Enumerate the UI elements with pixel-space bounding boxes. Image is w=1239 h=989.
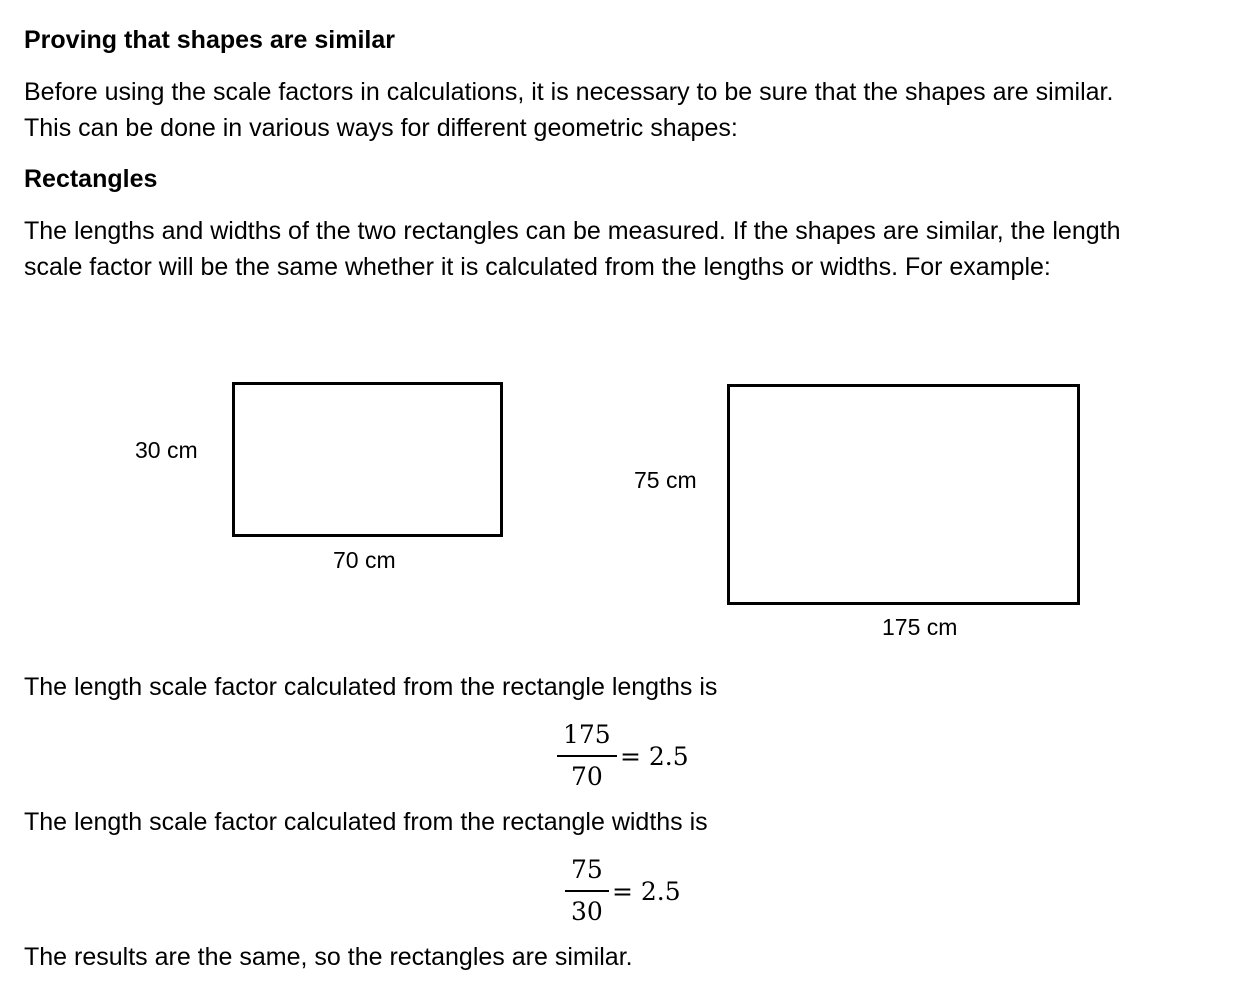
fraction-bar bbox=[565, 890, 609, 892]
widths-numerator: 75 bbox=[571, 855, 603, 884]
lengths-fraction bbox=[557, 720, 617, 792]
small-rectangle-width-label: 30 cm bbox=[135, 437, 198, 463]
widths-fraction bbox=[565, 855, 609, 927]
conclusion-text: The results are the same, so the rectangles are similar. bbox=[24, 943, 633, 971]
widths-calculation-text: The length scale factor calculated from the rectangle widths is bbox=[24, 808, 708, 836]
widths-result: = 2.5 bbox=[612, 877, 681, 906]
small-rectangle bbox=[232, 382, 503, 537]
lengths-result: = 2.5 bbox=[620, 742, 689, 771]
fraction-bar bbox=[557, 755, 617, 757]
small-rectangle-length-label: 70 cm bbox=[333, 547, 396, 573]
intro-line-2: This can be done in various ways for different geometric shapes: bbox=[24, 114, 738, 142]
widths-denominator: 30 bbox=[571, 897, 603, 926]
large-rectangle bbox=[727, 384, 1080, 605]
intro-line-1: Before using the scale factors in calculations, it is necessary to be sure that the shapes are similar. bbox=[24, 78, 1114, 106]
large-rectangle-length-label: 175 cm bbox=[882, 614, 958, 640]
lengths-calculation-text: The length scale factor calculated from the rectangle lengths is bbox=[24, 673, 718, 701]
section-line-2: scale factor will be the same whether it is calculated from the lengths or widths. For example: bbox=[24, 253, 1051, 281]
section-line-1: The lengths and widths of the two rectangles can be measured. If the shapes are similar, the length bbox=[24, 217, 1121, 245]
lengths-denominator: 70 bbox=[570, 762, 603, 791]
lengths-numerator: 175 bbox=[563, 720, 611, 749]
section-heading: Rectangles bbox=[24, 165, 158, 193]
large-rectangle-width-label: 75 cm bbox=[634, 467, 697, 493]
page-title: Proving that shapes are similar bbox=[24, 26, 395, 54]
